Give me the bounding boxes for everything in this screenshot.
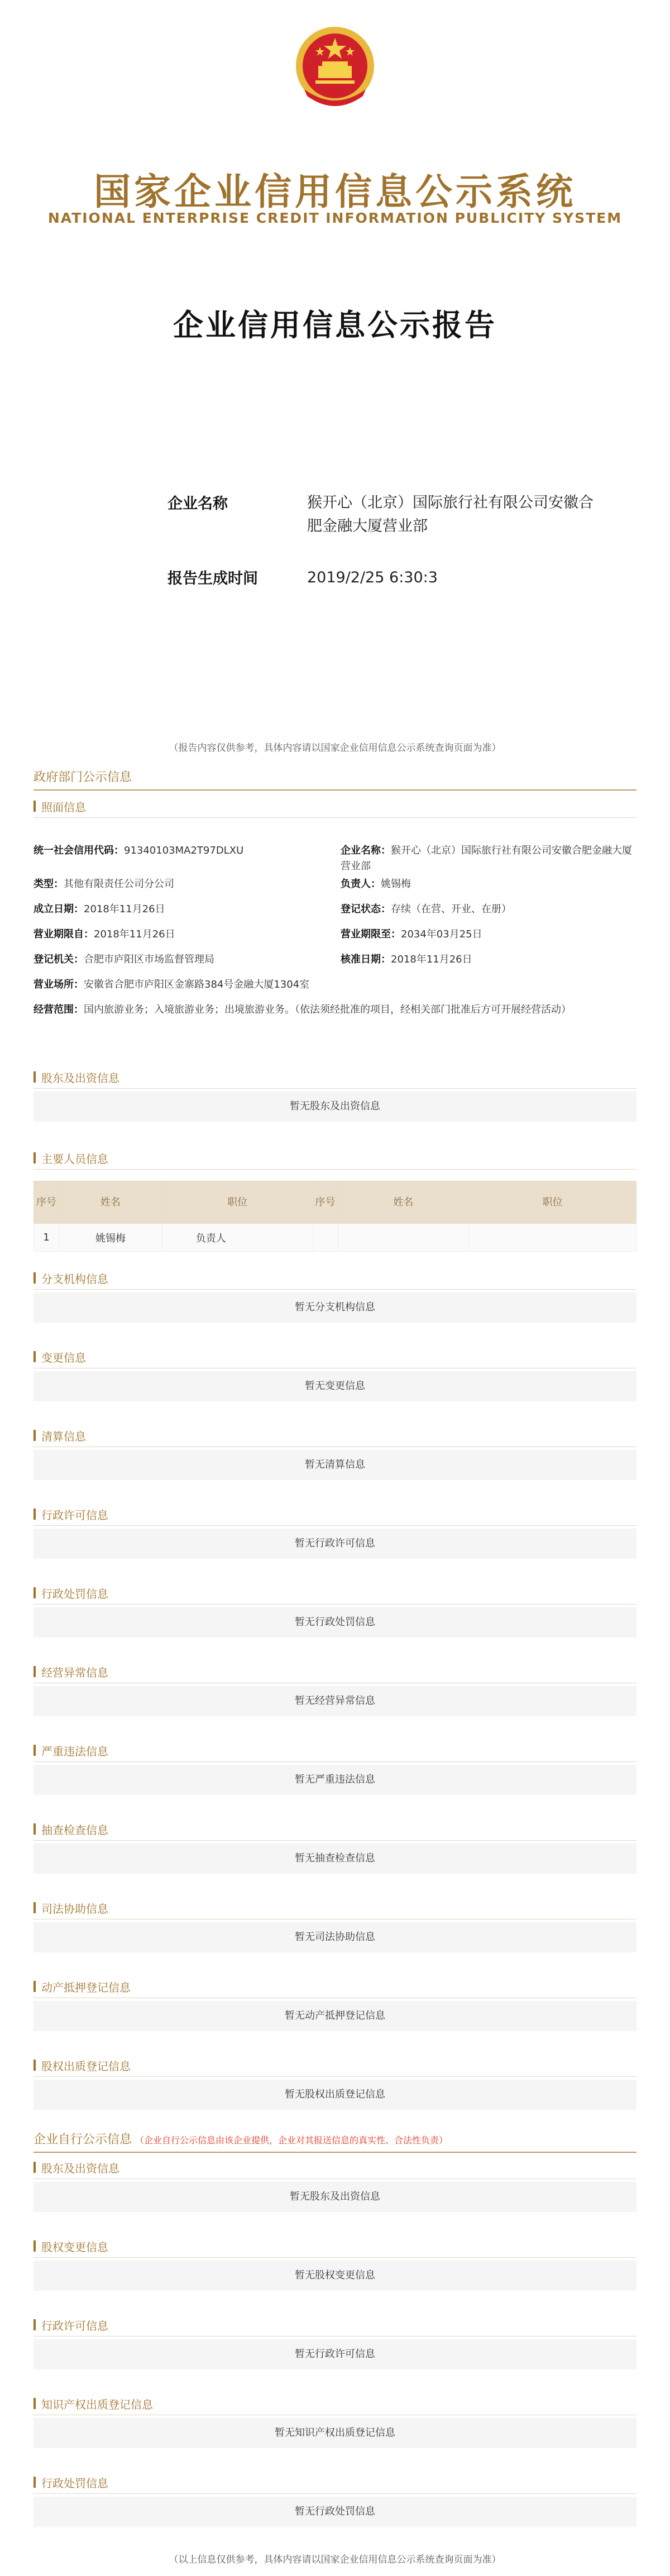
section-header — [34, 1270, 636, 1287]
section-header — [34, 2160, 636, 2176]
cell-no: 1 — [34, 1224, 59, 1252]
empty-message: 暂无股权变更信息 — [34, 2261, 636, 2291]
section-title: 行政处罚信息 — [41, 1587, 108, 1601]
section-marker — [34, 2240, 36, 2252]
section-title: 行政许可信息 — [41, 2319, 108, 2333]
section-title: 照面信息 — [41, 801, 86, 814]
table-header-row — [34, 1181, 636, 1224]
basic-item-approval-date: 核准日期：2018年11月26日 — [341, 954, 472, 965]
column-header: 职位 — [469, 1181, 636, 1224]
section-header — [34, 2057, 636, 2074]
section-title: 严重违法信息 — [41, 1745, 108, 1758]
report-time-label: 报告生成时间 — [168, 570, 258, 587]
report-title: 企业信用信息公示报告 — [173, 308, 497, 343]
section-marker — [34, 801, 36, 812]
ent-part-title-text: 企业自行公示信息 — [34, 2133, 132, 2147]
column-header: 姓名 — [59, 1181, 162, 1224]
basic-item-authority: 登记机关：合肥市庐阳区市场监督管理局 — [34, 954, 214, 965]
basic-item-address: 营业场所：安徽省合肥市庐阳区金寨路384号金融大厦1304室 — [34, 979, 310, 990]
section-divider — [34, 1289, 636, 1290]
table-row — [34, 1224, 636, 1252]
section-marker — [34, 1272, 36, 1284]
section-header — [34, 2474, 636, 2491]
empty-message: 暂无分支机构信息 — [34, 1292, 636, 1323]
persons-table — [34, 1181, 636, 1252]
basic-item-name: 企业名称：猴开心（北京）国际旅行社有限公司安徽合肥金融大厦营业部 — [341, 845, 632, 872]
section-marker — [34, 1587, 36, 1598]
empty-message: 暂无清算信息 — [34, 1450, 636, 1480]
site-title: 国家企业信用信息公示系统 — [94, 170, 576, 213]
section-title: 抽查检查信息 — [41, 1823, 108, 1837]
gov-part-title — [34, 768, 636, 791]
section-divider — [34, 2178, 636, 2179]
section-header — [34, 1979, 636, 1995]
section-divider — [34, 1525, 636, 1526]
section-header — [34, 1428, 636, 1444]
section-marker — [34, 1981, 36, 1992]
empty-message: 暂无股东及出资信息 — [34, 1091, 636, 1122]
empty-message: 暂无动产抵押登记信息 — [34, 2001, 636, 2031]
empty-message: 暂无股权出质登记信息 — [34, 2080, 636, 2110]
section-marker — [34, 1745, 36, 1756]
disclaimer-bottom: （以上信息仅供参考，具体内容请以国家企业信用信息公示系统查询页面为准） — [169, 2554, 501, 2565]
section-marker — [34, 2162, 36, 2173]
empty-message: 暂无股东及出资信息 — [34, 2182, 636, 2212]
section-marker — [34, 1823, 36, 1835]
empty-message: 暂无行政处罚信息 — [34, 1607, 636, 1637]
section-divider — [34, 1169, 636, 1170]
section-header — [34, 2238, 636, 2255]
cell-empty — [338, 1224, 469, 1252]
section-title: 动产抵押登记信息 — [41, 1981, 131, 1994]
section-title: 股权出质登记信息 — [41, 2060, 131, 2073]
section-marker — [34, 1902, 36, 1913]
gov-part-title-text: 政府部门公示信息 — [34, 770, 132, 784]
empty-message: 暂无行政许可信息 — [34, 2339, 636, 2369]
empty-message: 暂无经营异常信息 — [34, 1686, 636, 1716]
column-header: 职位 — [162, 1181, 313, 1224]
section-header — [34, 1506, 636, 1523]
basic-item-principal: 负责人：姚锡梅 — [341, 878, 411, 890]
section-header — [34, 2396, 636, 2412]
section-divider — [34, 2257, 636, 2258]
ent-part-title — [34, 2130, 636, 2153]
section-title: 经营异常信息 — [41, 1666, 108, 1679]
cell-empty — [313, 1224, 338, 1252]
section-header — [34, 2317, 636, 2334]
section-marker — [34, 2398, 36, 2409]
section-title: 股权变更信息 — [41, 2240, 108, 2254]
disclaimer-top: （报告内容仅供参考，具体内容请以国家企业信用信息公示系统查询页面为准） — [169, 743, 501, 754]
site-subtitle: NATIONAL ENTERPRISE CREDIT INFORMATION PUBLICITY SYSTEM — [47, 210, 623, 226]
empty-message: 暂无行政处罚信息 — [34, 2497, 636, 2527]
section-header — [34, 1900, 636, 1917]
empty-message: 暂无知识产权出质登记信息 — [34, 2418, 636, 2448]
section-divider — [34, 817, 636, 818]
basic-item-type: 类型：其他有限责任公司分公司 — [34, 878, 174, 890]
basic-item-status: 登记状态：存续（在营、开业、在册） — [341, 903, 511, 915]
cover-info — [168, 491, 603, 617]
section-marker — [34, 2477, 36, 2488]
section-divider — [34, 1840, 636, 1841]
section-divider — [34, 2076, 636, 2077]
section-divider — [34, 1761, 636, 1762]
section-title: 行政许可信息 — [41, 1509, 108, 1522]
empty-message: 暂无抽查检查信息 — [34, 1844, 636, 1874]
section-header — [34, 1664, 636, 1680]
ent-part-note: （企业自行公示信息由该企业提供，企业对其报送信息的真实性、合法性负责） — [135, 2135, 448, 2146]
section-marker — [34, 1071, 36, 1083]
section-marker — [34, 1351, 36, 1362]
section-title: 行政处罚信息 — [41, 2477, 108, 2490]
section-title: 变更信息 — [41, 1351, 86, 1364]
section-divider — [34, 2493, 636, 2494]
column-header: 序号 — [34, 1181, 59, 1224]
section-title: 司法协助信息 — [41, 1902, 108, 1916]
national-emblem-icon — [293, 22, 377, 112]
cell-position: 负责人 — [162, 1224, 313, 1252]
cell-empty — [469, 1224, 636, 1252]
report-time-value: 2019/2/25 6:30:3 — [307, 569, 438, 586]
section-shareholders — [34, 1069, 636, 1086]
section-header — [34, 1585, 636, 1602]
empty-message: 暂无司法协助信息 — [34, 1922, 636, 1952]
section-title: 清算信息 — [41, 1430, 86, 1443]
enterprise-name-value: 猴开心（北京）国际旅行社有限公司安徽合肥金融大厦营业部 — [307, 494, 594, 535]
basic-item-term-to: 营业期限至：2034年03月25日 — [341, 928, 482, 940]
basic-item-scope: 经营范围：国内旅游业务；入境旅游业务；出境旅游业务。（依法须经批准的项目，经相关部门批准后方可开展经营活动） — [34, 1004, 571, 1016]
section-title: 股东及出资信息 — [41, 2162, 119, 2175]
column-header: 序号 — [313, 1181, 338, 1224]
section-title: 知识产权出质登记信息 — [41, 2398, 153, 2411]
section-basic — [34, 798, 636, 815]
section-marker — [34, 1152, 36, 1163]
enterprise-name-label: 企业名称 — [168, 495, 228, 513]
section-header — [34, 1821, 636, 1838]
empty-message: 暂无变更信息 — [34, 1371, 636, 1401]
section-marker — [34, 1666, 36, 1677]
section-divider — [34, 1088, 636, 1089]
section-marker — [34, 1430, 36, 1441]
section-title: 股东及出资信息 — [41, 1071, 119, 1085]
section-divider — [34, 1604, 636, 1605]
section-marker — [34, 2060, 36, 2071]
empty-message: 暂无行政许可信息 — [34, 1529, 636, 1559]
basic-item-term-from: 营业期限自：2018年11月26日 — [34, 928, 175, 940]
column-header: 姓名 — [338, 1181, 469, 1224]
section-marker — [34, 1509, 36, 1520]
section-marker — [34, 2319, 36, 2330]
section-header — [34, 1349, 636, 1366]
section-title: 分支机构信息 — [41, 1272, 108, 1286]
section-persons — [34, 1150, 636, 1167]
section-header — [34, 1742, 636, 1759]
basic-item-established: 成立日期：2018年11月26日 — [34, 903, 165, 915]
cell-name: 姚锡梅 — [59, 1224, 162, 1252]
section-title: 主要人员信息 — [41, 1152, 108, 1166]
basic-item-credit-code: 统一社会信用代码：91340103MA2T97DLXU — [34, 845, 244, 856]
empty-message: 暂无严重违法信息 — [34, 1765, 636, 1795]
